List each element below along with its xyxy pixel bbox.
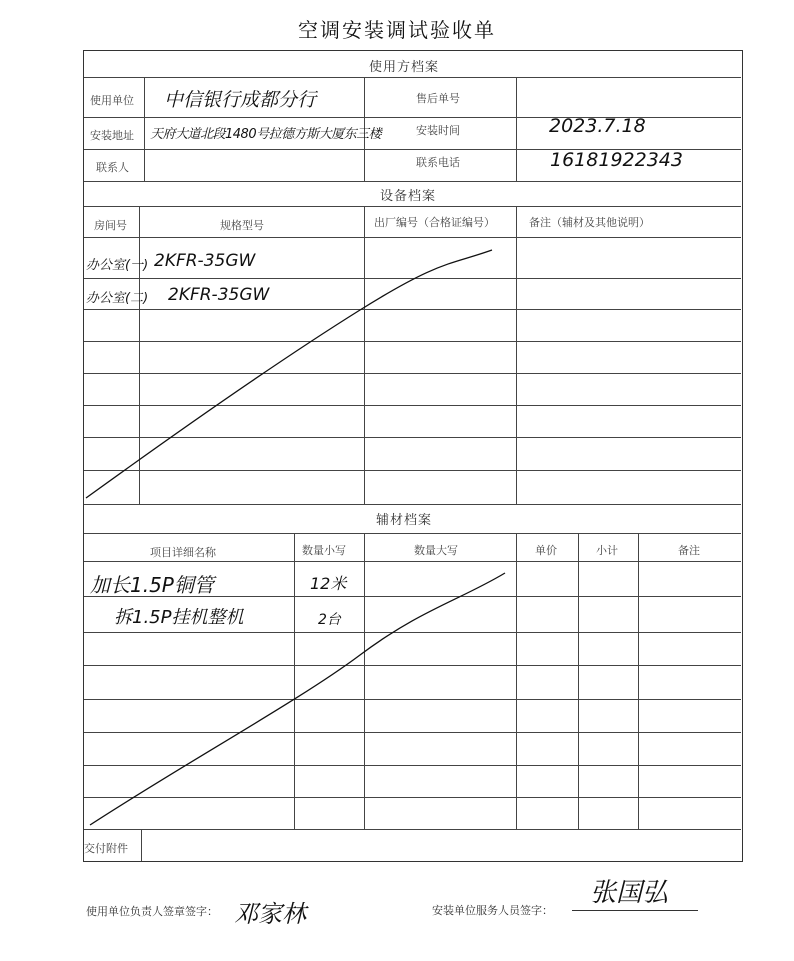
equip-row-2-model: 2KFR-35GW	[168, 285, 270, 305]
install-time-value: 2023.7.18	[549, 115, 646, 137]
mat-col-remark: 备注	[678, 544, 700, 557]
equip-col-room: 房间号	[94, 219, 127, 232]
equip-col-remark: 备注（辅材及其他说明）	[529, 216, 650, 229]
installer-sign-label: 安装单位服务人员签字：	[432, 904, 553, 917]
attachments-label: 交付附件	[84, 842, 128, 855]
installer-sign-underline	[572, 910, 698, 911]
install-address-label: 安装地址	[90, 129, 134, 142]
equip-row-1-model: 2KFR-35GW	[154, 251, 256, 271]
installer-signature: 张国弘	[590, 878, 669, 908]
equipment-section-heading: 设备档案	[380, 189, 437, 204]
equip-row-1-room: 办公室(一)	[86, 258, 149, 273]
user-signature: 邓家林	[234, 900, 306, 928]
after-sales-label: 售后单号	[416, 92, 460, 105]
user-sign-label: 使用单位负责人签章签字：	[86, 905, 218, 918]
phone-value: 16181922343	[550, 149, 683, 171]
user-unit-value: 中信银行成都分行	[164, 89, 317, 111]
mat-col-name: 项目详细名称	[150, 546, 216, 559]
equip-row-2-room: 办公室(二)	[86, 291, 149, 306]
mat-row-1-qty: 12米	[310, 574, 347, 593]
form-title: 空调安装调试验收单	[298, 18, 496, 42]
user-unit-label: 使用单位	[90, 94, 134, 107]
install-time-label: 安装时间	[416, 124, 460, 137]
equip-col-model: 规格型号	[220, 219, 264, 232]
install-address-value: 天府大道北段1480号拉德方斯大厦东三楼	[150, 127, 382, 142]
equipment-diagonal-line	[86, 250, 492, 498]
mat-col-subtotal: 小计	[596, 544, 618, 557]
mat-col-qty-upper: 数量大写	[414, 544, 458, 557]
materials-section-heading: 辅材档案	[376, 513, 433, 528]
equip-col-serial: 出厂编号（合格证编号）	[374, 216, 495, 229]
mat-col-qty-lower: 数量小写	[302, 544, 346, 557]
phone-label: 联系电话	[416, 156, 460, 169]
user-section-heading: 使用方档案	[369, 60, 440, 75]
mat-row-1-name: 加长1.5P铜管	[90, 573, 214, 597]
mat-row-2-qty: 2台	[318, 612, 341, 628]
contact-label: 联系人	[96, 161, 129, 174]
mat-row-2-name: 拆1.5P挂机整机	[114, 607, 244, 628]
materials-diagonal-line	[90, 573, 505, 825]
mat-col-price: 单价	[535, 544, 557, 557]
